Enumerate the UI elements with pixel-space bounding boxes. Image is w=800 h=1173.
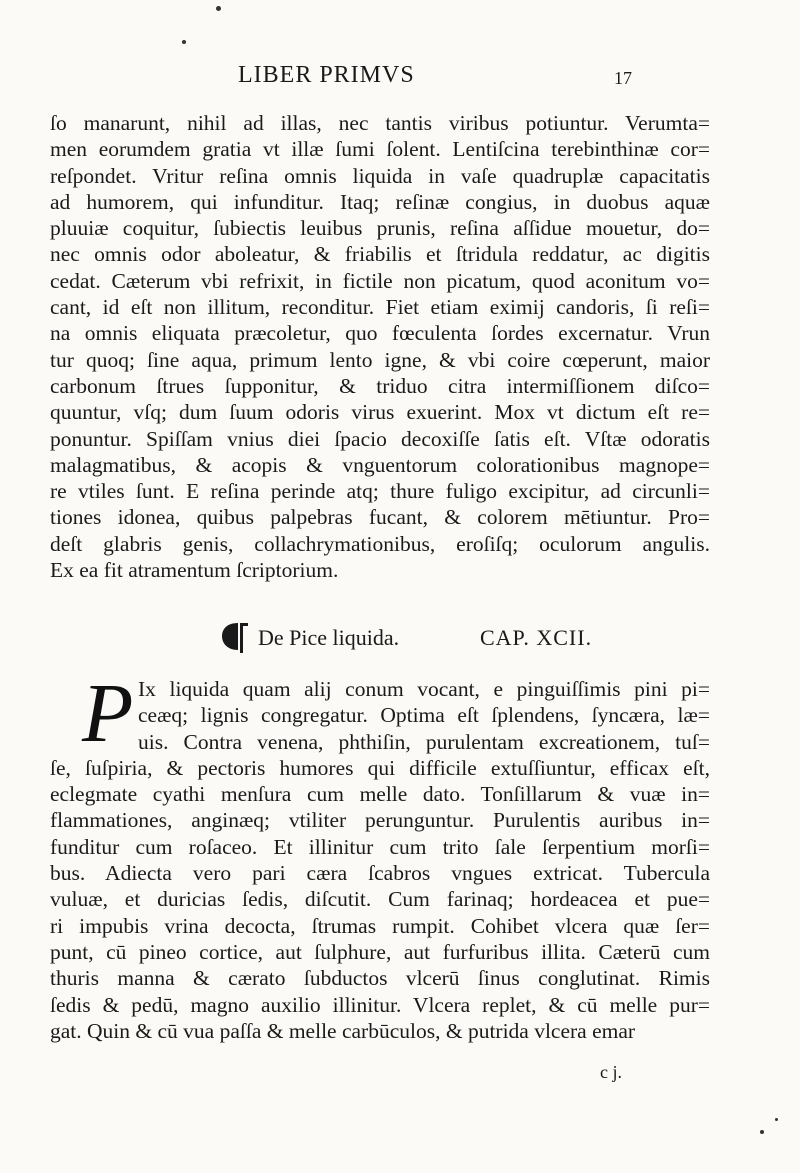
- pilcrow-icon: [218, 620, 252, 654]
- text-line: eclegmate cyathi menſura cum melle dato. Tonſillarum & vuæ in=: [50, 782, 710, 807]
- text-line: ad humorem, qui infunditur. Itaq; reſinæ congius, in duobus aquæ: [50, 189, 710, 214]
- text-line: cedat. Cæterum vbi refrixit, in fictile non picatum, quod aconitum vo=: [50, 268, 710, 293]
- text-line: tiones idonea, quibus palpebras fucant, & colorem mētiuntur. Pro=: [50, 505, 710, 530]
- ink-speck: [775, 1118, 778, 1121]
- text-line: re vtiles ſunt. E reſina perinde atq; thure fuligo excipitur, ad circunli=: [50, 479, 710, 504]
- text-line: carbonum ſtrues ſupponitur, & triduo citra intermiſſionem diſco=: [50, 373, 710, 398]
- text-line: punt, cū pineo cortice, aut ſulphure, aut furfuribus illita. Cæterū cum: [50, 939, 710, 964]
- text-line: Ix liquida quam alij conum vocant, e pinguiſſimis pini pi=: [138, 677, 710, 701]
- text-line: thuris manna & cærato ſubductos vlcerū ſinus conglutinat. Rimis: [50, 966, 710, 991]
- text-line: Ex ea fit atramentum ſcriptorium.: [50, 558, 339, 583]
- chapter-number: CAP. XCII.: [480, 625, 593, 650]
- text-line: deſt glabris genis, collachrymationibus, eroſiſq; oculorum angulis.: [50, 531, 710, 556]
- ink-speck: [760, 1130, 764, 1134]
- text-line: ſe, ſuſpiria, & pectoris humores qui difficile extuſſiuntur, efficax eſt,: [50, 755, 710, 780]
- text-line: quuntur, vſq; dum ſuum odoris virus exuerint. Mox vt dictum eſt re=: [50, 400, 710, 425]
- text-line: nec omnis odor aboleatur, & friabilis et ſtridula reddatur, ac digitis: [50, 242, 710, 267]
- text-line: cant, id eſt non illitum, reconditur. Fiet etiam eximij candoris, ſi reſi=: [50, 295, 710, 320]
- paragraph-continued: [50, 110, 710, 583]
- text-line: malagmatibus, & acopis & vnguentorum colorationibus magnope=: [50, 452, 710, 477]
- page-header: [48, 62, 738, 92]
- text-line: ponuntur. Spiſſam vnius diei ſpacio decoxiſſe ſatis eſt. Vſtæ odoratis: [50, 426, 710, 451]
- ink-speck: [182, 40, 186, 44]
- drop-capital: P: [82, 667, 134, 760]
- running-title: LIBER PRIMVS: [238, 62, 415, 88]
- ink-speck: [216, 6, 221, 11]
- text-line: ri impubis vrina decocta, ſtrumas rumpit. Cohibet vlcera quæ ſer=: [50, 913, 710, 938]
- text-line: tur quoq; ſine aqua, primum lento igne, & vbi coire cœperunt, maior: [50, 347, 710, 372]
- chapter-heading: [218, 622, 658, 656]
- text-line: vuluæ, et duricias ſedis, diſcutit. Cum farinaq; hordeacea et pue=: [50, 887, 710, 912]
- text-line: reſpondet. Vritur reſina omnis liquida in vaſe quadruplæ capacitatis: [50, 163, 710, 188]
- text-line: ceæq; lignis congregatur. Optima eſt ſplendens, ſyncæra, læ=: [138, 703, 710, 728]
- text-line: na omnis eliquata præcoletur, quo fœculenta ſordes excernatur. Vrun: [50, 321, 710, 346]
- text-line: pluuiæ coquitur, ſubiectis leuibus prunis, reſina aſſidue mouetur, do=: [50, 216, 710, 241]
- text-line: bus. Adiecta vero pari cæra ſcabros vngues extricat. Tubercula: [50, 861, 710, 886]
- page-number: 17: [614, 68, 632, 88]
- chapter-title: De Pice liquida.: [258, 625, 400, 650]
- text-line: gat. Quin & cū vua paſſa & melle carbūculos, & putrida vlcera emar: [50, 1018, 636, 1043]
- text-line: ſo manarunt, nihil ad illas, nec tantis viribus potiuntur. Verumta=: [50, 111, 710, 135]
- text-line: ſedis & pedū, magno auxilio illinitur. Vlcera replet, & cū melle pur=: [50, 992, 710, 1017]
- text-line: uis. Contra venena, phthiſin, purulentam excreationem, tuſ=: [138, 729, 710, 754]
- signature-mark: c j.: [600, 1062, 622, 1082]
- paragraph-chapter: [50, 667, 710, 1044]
- text-line: men eorumdem gratia vt illæ ſumi ſolent. Lentiſcina terebinthinæ cor=: [50, 137, 710, 162]
- text-line: funditur cum roſaceo. Et illinitur cum trito ſale ſerpentium morſi=: [50, 834, 710, 859]
- text-line: flammationes, anginæq; vtiliter perunguntur. Purulentis auribus in=: [50, 808, 710, 833]
